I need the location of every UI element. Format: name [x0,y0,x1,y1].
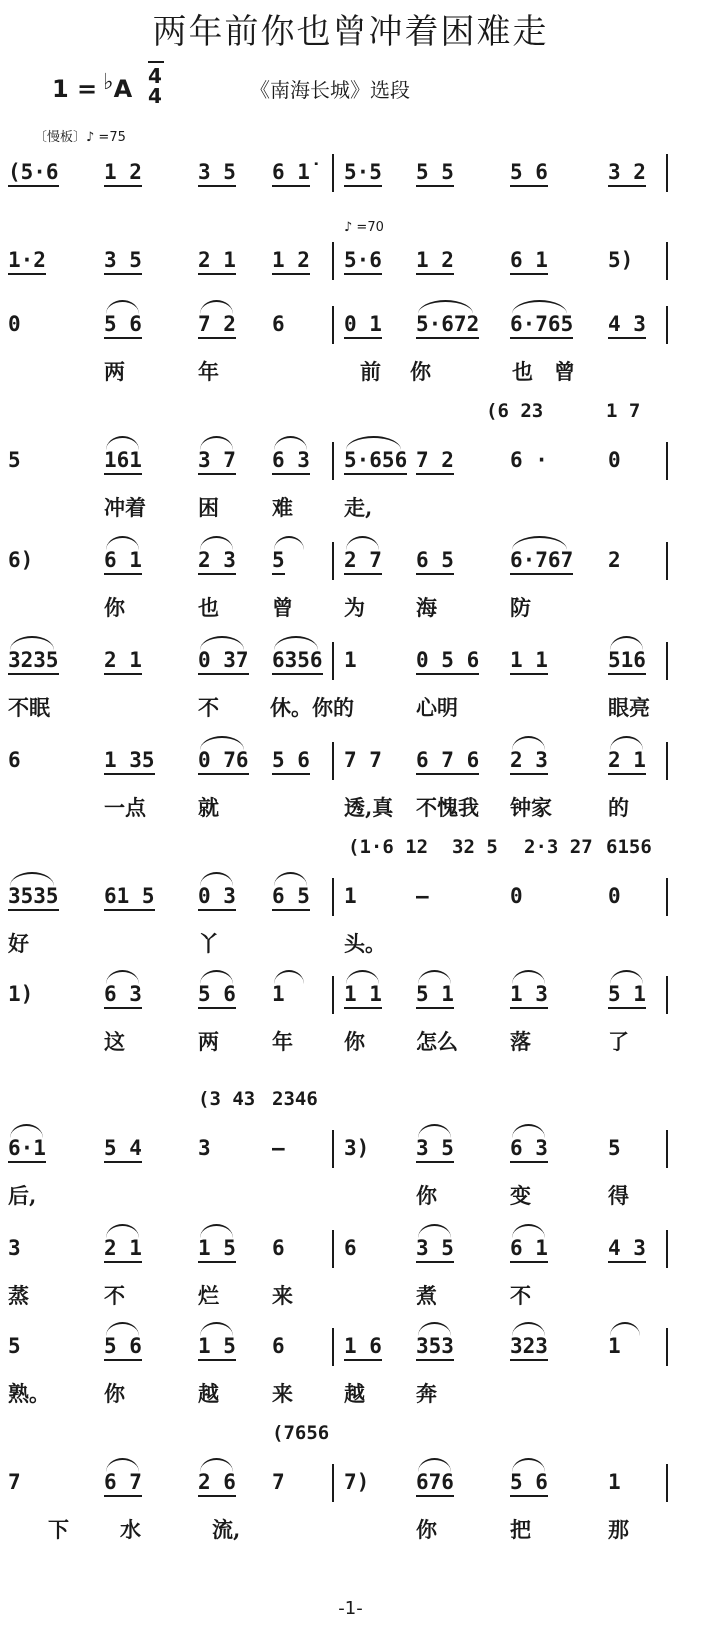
lyric-text: 为 [344,595,365,620]
instrumental-note: (7656 [272,1422,330,1444]
lyric-text: 落 [510,1029,531,1054]
instrumental-note: 2·3 27 [524,836,593,858]
note-group: 161 [104,448,142,475]
score-line [0,648,701,728]
barline [666,154,668,192]
note-group: (5·6 [8,160,59,187]
lyric-text: 休。你的 [270,695,354,720]
slur-mark [106,1322,139,1336]
note-group: 1 2 [104,160,142,187]
note-group: 3235 [8,648,59,675]
note-group: 5 6 [104,1334,142,1361]
note-group: 2 3 [198,548,236,575]
barline [332,642,334,680]
lyric-text: 你 [410,359,431,384]
lyric-text: 不 [510,1283,531,1308]
slur-mark [512,736,545,750]
instrumental-note: (1·6 12 [348,836,429,858]
lyric-text: 熟。 [8,1381,50,1406]
note-group: 5 6 [510,1470,548,1497]
instrumental-note: 32 5 [452,836,498,858]
slur-mark [418,1458,451,1472]
slur-mark [512,1224,545,1238]
slur-mark [346,536,379,550]
barline [666,742,668,780]
lyric-text: 也 [198,595,219,620]
note-group: 6 [344,1236,357,1260]
note-group: 6) [8,548,34,572]
note-group: 3 5 [416,1136,454,1163]
note-group: 6 [272,1236,285,1260]
lyric-text: 后, [8,1183,37,1208]
note-group: 7 2 [416,448,454,475]
score-line [0,548,701,628]
note-group: 2 1 [608,748,646,775]
lyric-text: 走, [344,495,373,520]
note-group: 61 5 [104,884,155,911]
note-group: 5 6 [104,312,142,339]
note-group: 6 [272,1334,285,1358]
slur-mark [418,1124,451,1138]
slur-mark [10,636,54,650]
lyric-text: 不眠 [8,695,50,720]
key-signature [52,70,132,103]
barline [332,976,334,1014]
slur-mark [346,436,401,450]
lyric-text: 透,真 [344,795,394,820]
lyric-text: 头。 [344,931,386,956]
note-group: 2 1 [104,1236,142,1263]
slur-mark [512,970,545,984]
score-line [0,400,701,528]
slur-mark [200,436,233,450]
note-group: 1 6 [344,1334,382,1361]
barline [332,1328,334,1366]
note-group: 5 6 [272,748,310,775]
note-group: 1 2 [272,248,310,275]
note-group: 5 6 [198,982,236,1009]
slur-mark [10,1124,43,1138]
note-group: 5 6 [510,160,548,187]
slur-mark [106,1458,139,1472]
score-line [0,1334,701,1414]
barline [666,1464,668,1502]
lyric-text: 流, [212,1517,241,1542]
slur-mark [274,970,304,984]
instrumental-note: 6156 [606,836,652,858]
lyric-text: 防 [510,595,531,620]
lyric-text: 这 [104,1029,125,1054]
slur-mark [512,1322,545,1336]
lyric-text: 不愧我 [416,795,479,820]
note-group: 0 3 [198,884,236,911]
slur-mark [610,1322,640,1336]
slur-mark [512,1124,545,1138]
note-group: 6 1 [510,1236,548,1263]
note-group: 5 [272,548,285,575]
score-line [0,1422,701,1550]
barline [332,542,334,580]
lyric-text: 曾 [554,359,575,384]
lyric-text: 难 [272,495,293,520]
slur-mark [346,970,379,984]
note-group: 3 7 [198,448,236,475]
barline [332,306,334,344]
barline [332,878,334,916]
note-group: 5·6 [344,248,382,275]
lyric-text: 钟家 [510,795,552,820]
flat-icon: ♭ [103,70,114,95]
lyric-text: 怎么 [416,1029,458,1054]
note-group: 1·2 [8,248,46,275]
note-group: 7 2 [198,312,236,339]
note-group: 5·672 [416,312,479,339]
time-sig-bottom: 4 [148,84,162,108]
barline [332,742,334,780]
slur-mark [418,1224,451,1238]
score-line [0,1088,701,1216]
note-group: 0 1 [344,312,382,339]
note-group: 5 1 [608,982,646,1009]
key-note: A [113,75,133,103]
note-group: 6·767 [510,548,573,575]
note-group: 353 [416,1334,454,1361]
barline [332,154,334,192]
slur-mark [274,536,304,550]
barline [666,1328,668,1366]
note-group: 7 [8,1470,21,1494]
lyric-text: 丫 [198,931,219,956]
lyric-text: 困 [198,495,219,520]
song-title: 两年前你也曾冲着困难走 [152,12,549,52]
slur-mark [610,970,643,984]
note-group: 5 5 [416,160,454,187]
lyric-text: 变 [510,1183,531,1208]
lyric-text: 烂 [198,1283,219,1308]
slur-mark [512,1458,545,1472]
slur-mark [200,636,244,650]
slur-mark [200,872,233,886]
note-group: 0 [510,884,523,908]
instrumental-note: (3 43 [198,1088,256,1110]
lyric-text: 眼亮 [608,695,650,720]
tempo-mark: 〔慢板〕♪ =75 [34,130,126,145]
slur-mark [274,436,307,450]
note-group: 1 35 [104,748,155,775]
note-group: 0 [8,312,21,336]
note-group: 6 · [510,448,548,472]
page-number: -1- [338,1598,363,1619]
slur-mark [512,536,567,550]
note-group: — [272,1136,285,1160]
note-group: 6 1 [510,248,548,275]
note-group: 0 [608,884,621,908]
tempo-mark: ♪ =70 [344,220,384,235]
note-group: 1 [344,884,357,908]
note-group: 3 5 [198,160,236,187]
note-group: 1 3 [510,982,548,1009]
note-group: — [416,884,429,908]
slur-mark [418,1322,451,1336]
instrumental-note: 2346 [272,1088,318,1110]
instrumental-note: 1 7 [606,400,641,422]
lyric-text: 前 [360,359,381,384]
barline [332,242,334,280]
note-group: 3 [198,1136,211,1160]
slur-mark [200,1224,233,1238]
note-group: 5 4 [104,1136,142,1163]
lyric-text: 年 [198,359,219,384]
slur-mark [274,636,318,650]
lyric-text: 越 [198,1381,219,1406]
lyric-text: 来 [272,1283,293,1308]
slur-mark [200,1322,233,1336]
lyric-text: 你 [416,1517,437,1542]
lyric-text: 两 [198,1029,219,1054]
note-group: 5 [8,1334,21,1358]
note-group: 0 5 6 [416,648,479,675]
lyric-text: 的 [608,795,629,820]
lyric-text: 一点 [104,795,146,820]
lyric-text: 不 [198,695,219,720]
source-note: 《南海长城》选段 [250,78,410,102]
lyric-text: 心明 [416,695,458,720]
barline [666,642,668,680]
note-group: 6 5 [272,884,310,911]
note-group: 3) [344,1136,370,1160]
score-line [0,982,701,1062]
note-group: 1 5 [198,1236,236,1263]
lyric-text: 你 [416,1183,437,1208]
note-group: 6 1 [104,548,142,575]
note-group: 0 76 [198,748,249,775]
note-group: 6 3 [272,448,310,475]
instrumental-note: (6 23 [486,400,544,422]
note-group: 3 2 [608,160,646,187]
slur-mark [106,1224,139,1238]
note-group: 1) [8,982,34,1006]
slur-mark [106,970,139,984]
note-group: 676 [416,1470,454,1497]
time-sig-line [148,61,164,63]
note-group: 1 2 [416,248,454,275]
note-group: 6 3 [104,982,142,1009]
key-label: 1 = [52,75,98,103]
note-group: 6·765 [510,312,573,339]
lyric-text: 曾 [272,595,293,620]
note-group: 2 7 [344,548,382,575]
lyric-text: 水 [120,1517,141,1542]
note-group: 7) [344,1470,370,1494]
note-group: 4 3 [608,312,646,339]
note-group: 3 5 [416,1236,454,1263]
note-group: 323 [510,1334,548,1361]
lyric-text: 把 [510,1517,531,1542]
note-group: 6 3 [510,1136,548,1163]
note-group: 0 [608,448,621,472]
lyric-text: 奔 [416,1381,437,1406]
lyric-text: 那 [608,1517,629,1542]
lyric-text: 海 [416,595,437,620]
barline [666,1130,668,1168]
barline [666,242,668,280]
slur-mark [106,436,139,450]
lyric-text: 就 [198,795,219,820]
time-sig-top: 4 [148,64,162,88]
slur-mark [274,872,307,886]
lyric-text: 了 [608,1029,629,1054]
note-group: 7 [272,1470,285,1494]
note-group: 6 1̇ [272,160,310,187]
barline [332,1230,334,1268]
barline [666,1230,668,1268]
lyric-text: 来 [272,1381,293,1406]
lyric-text: 蒸 [8,1283,29,1308]
note-group: 6 5 [416,548,454,575]
lyric-text: 不 [104,1283,125,1308]
note-group: 1 1 [510,648,548,675]
note-group: 2 1 [198,248,236,275]
slur-mark [106,536,139,550]
barline [666,542,668,580]
note-group: 6 [272,312,285,336]
slur-mark [200,536,233,550]
barline [332,1464,334,1502]
note-group: 5·656 [344,448,407,475]
barline [666,976,668,1014]
lyric-text: 你 [104,1381,125,1406]
note-group: 2 3 [510,748,548,775]
note-group: 1 [272,982,285,1006]
barline [666,306,668,344]
note-group: 5·5 [344,160,382,187]
barline [332,442,334,480]
note-group: 2 6 [198,1470,236,1497]
lyric-text: 你 [104,595,125,620]
note-group: 3535 [8,884,59,911]
score-line [0,836,701,964]
lyric-text: 年 [272,1029,293,1054]
note-group: 516 [608,648,646,675]
lyric-text: 越 [344,1381,365,1406]
note-group: 2 1 [104,648,142,675]
lyric-text: 好 [8,931,29,956]
slur-mark [10,872,54,886]
note-group: 3 [8,1236,21,1260]
lyric-text: 冲着 [104,495,146,520]
lyric-text: 也 [512,359,533,384]
note-group: 6·1 [8,1136,46,1163]
note-group: 1 [344,648,357,672]
slur-mark [200,1458,233,1472]
note-group: 5 [608,1136,621,1160]
score-line [0,748,701,828]
note-group: 6 [8,748,21,772]
note-group: 1 [608,1470,621,1494]
note-group: 6 7 [104,1470,142,1497]
note-group: 4 3 [608,1236,646,1263]
note-group: 2 [608,548,621,572]
note-group: 1 1 [344,982,382,1009]
slur-mark [200,970,233,984]
note-group: 5 [8,448,21,472]
note-group: 5) [608,248,634,272]
lyric-text: 下 [48,1517,69,1542]
lyric-text: 得 [608,1183,629,1208]
time-signature [148,66,162,106]
lyric-text: 两 [104,359,125,384]
score-line [0,312,701,392]
barline [666,878,668,916]
barline [666,442,668,480]
lyric-text: 煮 [416,1283,437,1308]
slur-mark [418,970,451,984]
note-group: 7 7 [344,748,382,772]
note-group: 6 7 6 [416,748,479,775]
barline [332,1130,334,1168]
note-group: 0 37 [198,648,249,675]
note-group: 1 5 [198,1334,236,1361]
note-group: 1 [608,1334,621,1358]
slur-mark [610,736,643,750]
note-group: 5 1 [416,982,454,1009]
note-group: 6356 [272,648,323,675]
note-group: 3 5 [104,248,142,275]
score-line [0,1236,701,1316]
slur-mark [610,636,643,650]
lyric-text: 你 [344,1029,365,1054]
slur-mark [200,736,244,750]
